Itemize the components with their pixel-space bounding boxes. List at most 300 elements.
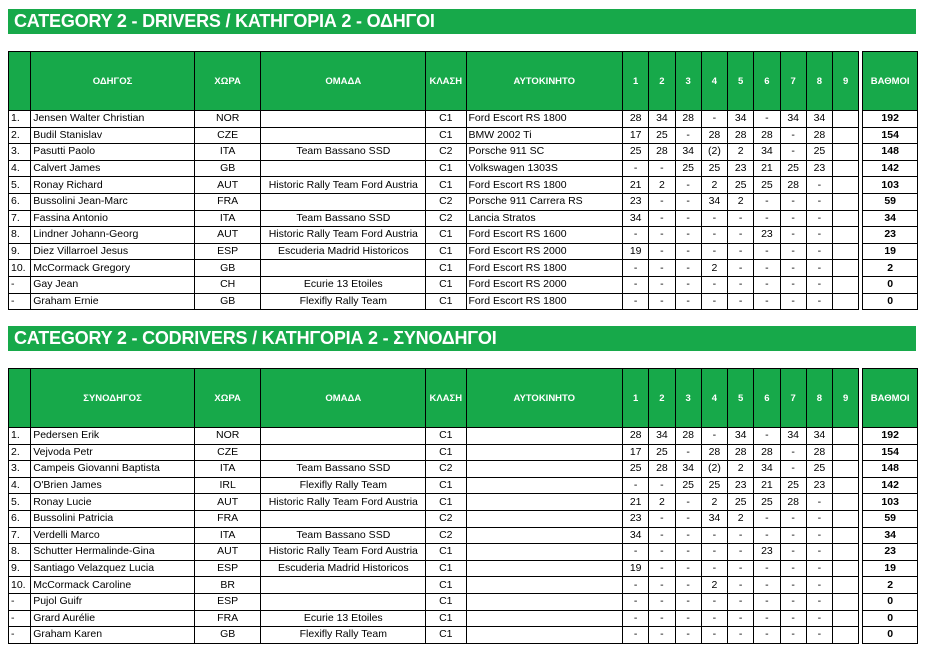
table-row: [9, 593, 918, 610]
cell-round-7: -: [780, 544, 806, 561]
cell-round-8: -: [806, 293, 832, 310]
cell-round-3: 25: [675, 160, 701, 177]
cell-country: ITA: [194, 461, 261, 478]
cell-round-3: -: [675, 577, 701, 594]
cell-points: 148: [863, 144, 918, 161]
header-position: [9, 369, 31, 428]
cell-team: Historic Rally Team Ford Austria: [261, 494, 426, 511]
cell-points: 154: [863, 444, 918, 461]
cell-round-8: -: [806, 494, 832, 511]
table-row: [9, 260, 918, 277]
cell-round-9: [833, 444, 859, 461]
cell-round-1: 23: [623, 510, 649, 527]
cell-name: Pujol Guifr: [31, 593, 195, 610]
cell-round-9: [833, 210, 859, 227]
cell-position: 6.: [9, 193, 31, 210]
cell-round-9: [833, 276, 859, 293]
cell-round-6: -: [754, 243, 780, 260]
cell-round-9: [833, 127, 859, 144]
cell-round-5: 23: [728, 477, 754, 494]
cell-car: Porsche 911 Carrera RS: [466, 193, 623, 210]
cell-team: [261, 160, 426, 177]
cell-round-5: -: [728, 243, 754, 260]
cell-round-2: -: [649, 527, 675, 544]
cell-points: 2: [863, 577, 918, 594]
cell-round-4: -: [701, 527, 727, 544]
cell-round-5: -: [728, 544, 754, 561]
cell-round-1: 21: [623, 177, 649, 194]
cell-car: Ford Escort RS 1800: [466, 293, 623, 310]
cell-round-9: [833, 610, 859, 627]
cell-round-5: 2: [728, 144, 754, 161]
cell-class: C1: [426, 627, 466, 644]
cell-class: C1: [426, 444, 466, 461]
cell-round-2: 25: [649, 444, 675, 461]
cell-round-4: 2: [701, 494, 727, 511]
header-round-7: 7: [780, 52, 806, 111]
header-round-4: 4: [701, 52, 727, 111]
cell-country: AUT: [194, 494, 261, 511]
cell-name: Gay Jean: [31, 276, 195, 293]
cell-points: 2: [863, 260, 918, 277]
cell-car: Ford Escort RS 1600: [466, 227, 623, 244]
cell-round-8: 23: [806, 477, 832, 494]
cell-team: [261, 444, 426, 461]
cell-name: Graham Karen: [31, 627, 195, 644]
cell-team: Ecurie 13 Etoiles: [261, 276, 426, 293]
cell-round-8: -: [806, 544, 832, 561]
cell-car: [466, 527, 623, 544]
cell-points: 154: [863, 127, 918, 144]
table-row: [9, 127, 918, 144]
cell-name: O'Brien James: [31, 477, 195, 494]
cell-team: [261, 111, 426, 128]
cell-position: 9.: [9, 560, 31, 577]
cell-round-3: -: [675, 444, 701, 461]
cell-round-7: -: [780, 627, 806, 644]
cell-round-3: -: [675, 560, 701, 577]
header-round-4: 4: [701, 369, 727, 428]
cell-country: AUT: [194, 544, 261, 561]
cell-round-2: 34: [649, 111, 675, 128]
cell-round-6: 21: [754, 160, 780, 177]
cell-round-5: -: [728, 610, 754, 627]
cell-round-4: -: [701, 560, 727, 577]
header-round-9: 9: [833, 52, 859, 111]
cell-round-6: -: [754, 627, 780, 644]
cell-round-3: -: [675, 243, 701, 260]
cell-car: [466, 610, 623, 627]
cell-round-6: -: [754, 260, 780, 277]
cell-round-3: -: [675, 293, 701, 310]
table-row: [9, 210, 918, 227]
cell-team: Flexifly Rally Team: [261, 627, 426, 644]
cell-round-8: 28: [806, 127, 832, 144]
cell-round-6: 34: [754, 144, 780, 161]
cell-round-5: -: [728, 527, 754, 544]
table-row: [9, 527, 918, 544]
cell-round-6: -: [754, 610, 780, 627]
cell-car: Ford Escort RS 2000: [466, 243, 623, 260]
cell-round-1: 25: [623, 461, 649, 478]
cell-round-2: 2: [649, 177, 675, 194]
cell-position: 5.: [9, 177, 31, 194]
header-round-7: 7: [780, 369, 806, 428]
header-team: ΟΜΑΔΑ: [261, 52, 426, 111]
header-round-8: 8: [806, 369, 832, 428]
cell-class: C1: [426, 127, 466, 144]
cell-team: Historic Rally Team Ford Austria: [261, 544, 426, 561]
cell-round-3: 34: [675, 144, 701, 161]
cell-class: C1: [426, 111, 466, 128]
cell-round-7: -: [780, 527, 806, 544]
header-round-9: 9: [833, 369, 859, 428]
table-row: [9, 177, 918, 194]
cell-round-2: -: [649, 560, 675, 577]
cell-class: C1: [426, 177, 466, 194]
cell-car: Porsche 911 SC: [466, 144, 623, 161]
cell-round-9: [833, 527, 859, 544]
cell-round-3: -: [675, 510, 701, 527]
table-row: [9, 227, 918, 244]
table-row: [9, 577, 918, 594]
header-round-6: 6: [754, 369, 780, 428]
table-row: [9, 111, 918, 128]
cell-name: Bussolini Jean-Marc: [31, 193, 195, 210]
cell-round-6: -: [754, 510, 780, 527]
cell-position: 10.: [9, 260, 31, 277]
cell-class: C2: [426, 527, 466, 544]
header-round-2: 2: [649, 369, 675, 428]
cell-class: C1: [426, 293, 466, 310]
cell-round-7: -: [780, 461, 806, 478]
header-car: ΑΥΤΟΚΙΝΗΤΟ: [466, 369, 623, 428]
cell-round-6: 23: [754, 227, 780, 244]
cell-round-7: 25: [780, 477, 806, 494]
cell-class: C1: [426, 494, 466, 511]
cell-points: 0: [863, 627, 918, 644]
header-team: ΟΜΑΔΑ: [261, 369, 426, 428]
cell-round-5: -: [728, 577, 754, 594]
cell-class: C1: [426, 428, 466, 445]
cell-name: Jensen Walter Christian: [31, 111, 195, 128]
cell-points: 23: [863, 544, 918, 561]
cell-round-4: -: [701, 544, 727, 561]
cell-round-8: -: [806, 560, 832, 577]
cell-round-6: -: [754, 527, 780, 544]
table-row: [9, 276, 918, 293]
cell-round-1: -: [623, 577, 649, 594]
cell-round-7: -: [780, 227, 806, 244]
codrivers-standings-table: [8, 368, 918, 644]
header-round-2: 2: [649, 52, 675, 111]
header-country: ΧΩΡΑ: [194, 369, 261, 428]
cell-round-9: [833, 627, 859, 644]
cell-class: C2: [426, 193, 466, 210]
header-points: ΒΑΘΜΟΙ: [863, 52, 918, 111]
cell-car: [466, 477, 623, 494]
cell-position: -: [9, 627, 31, 644]
cell-team: Team Bassano SSD: [261, 144, 426, 161]
cell-team: Team Bassano SSD: [261, 527, 426, 544]
cell-round-4: -: [701, 610, 727, 627]
header-round-5: 5: [728, 52, 754, 111]
cell-position: 1.: [9, 428, 31, 445]
table-header-row: [9, 369, 918, 428]
cell-round-8: -: [806, 510, 832, 527]
cell-round-8: -: [806, 577, 832, 594]
cell-round-3: -: [675, 193, 701, 210]
cell-round-2: -: [649, 610, 675, 627]
cell-round-3: -: [675, 593, 701, 610]
cell-car: BMW 2002 Ti: [466, 127, 623, 144]
cell-round-7: -: [780, 444, 806, 461]
cell-round-6: -: [754, 593, 780, 610]
cell-position: 4.: [9, 477, 31, 494]
cell-round-2: -: [649, 210, 675, 227]
cell-round-8: -: [806, 593, 832, 610]
cell-round-1: -: [623, 260, 649, 277]
cell-country: ESP: [194, 593, 261, 610]
cell-team: Historic Rally Team Ford Austria: [261, 227, 426, 244]
cell-car: Volkswagen 1303S: [466, 160, 623, 177]
cell-round-4: -: [701, 210, 727, 227]
cell-country: ESP: [194, 243, 261, 260]
cell-country: ITA: [194, 210, 261, 227]
table-row: [9, 293, 918, 310]
cell-round-2: -: [649, 293, 675, 310]
cell-round-2: 2: [649, 494, 675, 511]
cell-team: Team Bassano SSD: [261, 461, 426, 478]
cell-country: CZE: [194, 127, 261, 144]
header-class: ΚΛΑΣΗ: [426, 369, 466, 428]
cell-round-5: 2: [728, 461, 754, 478]
cell-round-2: -: [649, 193, 675, 210]
cell-round-3: -: [675, 127, 701, 144]
cell-round-9: [833, 461, 859, 478]
header-name: ΟΔΗΓΟΣ: [31, 52, 195, 111]
cell-class: C1: [426, 276, 466, 293]
cell-round-5: -: [728, 260, 754, 277]
cell-name: McCormack Gregory: [31, 260, 195, 277]
cell-points: 0: [863, 610, 918, 627]
cell-round-8: -: [806, 260, 832, 277]
header-round-1: 1: [623, 52, 649, 111]
cell-class: C1: [426, 544, 466, 561]
cell-round-5: -: [728, 210, 754, 227]
cell-points: 0: [863, 276, 918, 293]
table-row: [9, 560, 918, 577]
cell-car: [466, 510, 623, 527]
cell-round-6: 28: [754, 444, 780, 461]
cell-car: Lancia Stratos: [466, 210, 623, 227]
cell-round-7: -: [780, 144, 806, 161]
cell-car: Ford Escort RS 1800: [466, 177, 623, 194]
header-round-1: 1: [623, 369, 649, 428]
cell-position: 7.: [9, 527, 31, 544]
cell-round-5: 25: [728, 177, 754, 194]
cell-country: CZE: [194, 444, 261, 461]
cell-round-5: -: [728, 276, 754, 293]
cell-class: C2: [426, 144, 466, 161]
cell-car: [466, 494, 623, 511]
cell-team: Escuderia Madrid Historicos: [261, 560, 426, 577]
cell-round-7: 28: [780, 494, 806, 511]
cell-car: Ford Escort RS 1800: [466, 111, 623, 128]
cell-name: Verdelli Marco: [31, 527, 195, 544]
cell-round-8: -: [806, 610, 832, 627]
cell-car: [466, 428, 623, 445]
cell-round-3: -: [675, 177, 701, 194]
cell-country: NOR: [194, 428, 261, 445]
cell-round-4: -: [701, 111, 727, 128]
cell-round-5: 25: [728, 494, 754, 511]
cell-car: [466, 627, 623, 644]
cell-points: 34: [863, 527, 918, 544]
cell-round-9: [833, 544, 859, 561]
cell-team: Historic Rally Team Ford Austria: [261, 177, 426, 194]
cell-round-5: 28: [728, 127, 754, 144]
cell-position: 10.: [9, 577, 31, 594]
drivers-section-title: CATEGORY 2 - DRIVERS / ΚΑΤΗΓΟΡΙΑ 2 - ΟΔΗΓΟΙ: [8, 9, 916, 34]
table-row: [9, 544, 918, 561]
cell-name: Vejvoda Petr: [31, 444, 195, 461]
cell-round-3: 28: [675, 111, 701, 128]
header-round-6: 6: [754, 52, 780, 111]
drivers-standings-table: [8, 51, 918, 310]
cell-name: Graham Ernie: [31, 293, 195, 310]
cell-round-6: -: [754, 560, 780, 577]
cell-round-2: -: [649, 627, 675, 644]
cell-round-1: -: [623, 610, 649, 627]
cell-position: 7.: [9, 210, 31, 227]
cell-country: AUT: [194, 177, 261, 194]
cell-round-8: -: [806, 627, 832, 644]
cell-points: 0: [863, 593, 918, 610]
cell-class: C1: [426, 243, 466, 260]
cell-round-3: 34: [675, 461, 701, 478]
cell-team: Flexifly Rally Team: [261, 293, 426, 310]
cell-round-5: -: [728, 227, 754, 244]
codrivers-section-title: CATEGORY 2 - CODRIVERS / ΚΑΤΗΓΟΡΙΑ 2 - ΣΥΝΟΔΗΓΟΙ: [8, 326, 916, 351]
cell-round-4: 2: [701, 260, 727, 277]
cell-round-8: -: [806, 227, 832, 244]
cell-round-9: [833, 227, 859, 244]
cell-round-9: [833, 477, 859, 494]
cell-round-4: 2: [701, 577, 727, 594]
cell-round-7: 25: [780, 160, 806, 177]
cell-team: Ecurie 13 Etoiles: [261, 610, 426, 627]
cell-round-4: 2: [701, 177, 727, 194]
header-name: ΣΥΝΟΔΗΓΟΣ: [31, 369, 195, 428]
cell-round-8: -: [806, 243, 832, 260]
cell-round-7: -: [780, 243, 806, 260]
cell-round-9: [833, 593, 859, 610]
cell-points: 23: [863, 227, 918, 244]
cell-round-8: 23: [806, 160, 832, 177]
cell-round-7: -: [780, 127, 806, 144]
cell-team: Flexifly Rally Team: [261, 477, 426, 494]
cell-round-9: [833, 510, 859, 527]
cell-round-7: -: [780, 293, 806, 310]
cell-round-1: -: [623, 227, 649, 244]
cell-round-6: -: [754, 276, 780, 293]
cell-round-4: 25: [701, 477, 727, 494]
cell-car: [466, 577, 623, 594]
cell-team: [261, 260, 426, 277]
header-round-3: 3: [675, 52, 701, 111]
cell-points: 148: [863, 461, 918, 478]
header-position: [9, 52, 31, 111]
header-round-5: 5: [728, 369, 754, 428]
cell-round-8: -: [806, 193, 832, 210]
cell-car: Ford Escort RS 1800: [466, 260, 623, 277]
cell-round-4: 28: [701, 444, 727, 461]
cell-round-3: 25: [675, 477, 701, 494]
cell-round-9: [833, 428, 859, 445]
cell-team: [261, 428, 426, 445]
cell-name: Pedersen Erik: [31, 428, 195, 445]
cell-round-1: 28: [623, 428, 649, 445]
cell-country: ITA: [194, 144, 261, 161]
cell-position: 6.: [9, 510, 31, 527]
cell-round-7: 34: [780, 428, 806, 445]
cell-round-5: -: [728, 593, 754, 610]
cell-points: 142: [863, 477, 918, 494]
cell-round-8: -: [806, 276, 832, 293]
cell-position: 4.: [9, 160, 31, 177]
cell-round-9: [833, 560, 859, 577]
cell-round-2: -: [649, 544, 675, 561]
cell-country: AUT: [194, 227, 261, 244]
cell-round-6: -: [754, 428, 780, 445]
cell-round-9: [833, 494, 859, 511]
cell-round-2: -: [649, 593, 675, 610]
header-points: ΒΑΘΜΟΙ: [863, 369, 918, 428]
cell-name: Pasutti Paolo: [31, 144, 195, 161]
cell-round-8: 34: [806, 111, 832, 128]
cell-round-7: -: [780, 560, 806, 577]
cell-round-9: [833, 260, 859, 277]
header-country: ΧΩΡΑ: [194, 52, 261, 111]
cell-round-5: 2: [728, 510, 754, 527]
cell-round-6: 34: [754, 461, 780, 478]
cell-round-4: 25: [701, 160, 727, 177]
cell-position: 1.: [9, 111, 31, 128]
header-round-8: 8: [806, 52, 832, 111]
cell-round-6: 25: [754, 177, 780, 194]
cell-country: GB: [194, 260, 261, 277]
cell-points: 142: [863, 160, 918, 177]
cell-position: 8.: [9, 227, 31, 244]
cell-round-5: -: [728, 627, 754, 644]
cell-round-4: (2): [701, 144, 727, 161]
cell-round-1: -: [623, 627, 649, 644]
cell-round-4: 28: [701, 127, 727, 144]
table-row: [9, 477, 918, 494]
cell-name: Fassina Antonio: [31, 210, 195, 227]
cell-team: Team Bassano SSD: [261, 210, 426, 227]
cell-name: Diez Villarroel Jesus: [31, 243, 195, 260]
cell-round-5: 23: [728, 160, 754, 177]
cell-round-3: -: [675, 527, 701, 544]
cell-round-1: 34: [623, 210, 649, 227]
cell-points: 59: [863, 193, 918, 210]
cell-round-1: 21: [623, 494, 649, 511]
cell-round-3: -: [675, 276, 701, 293]
cell-round-9: [833, 293, 859, 310]
cell-round-6: 21: [754, 477, 780, 494]
